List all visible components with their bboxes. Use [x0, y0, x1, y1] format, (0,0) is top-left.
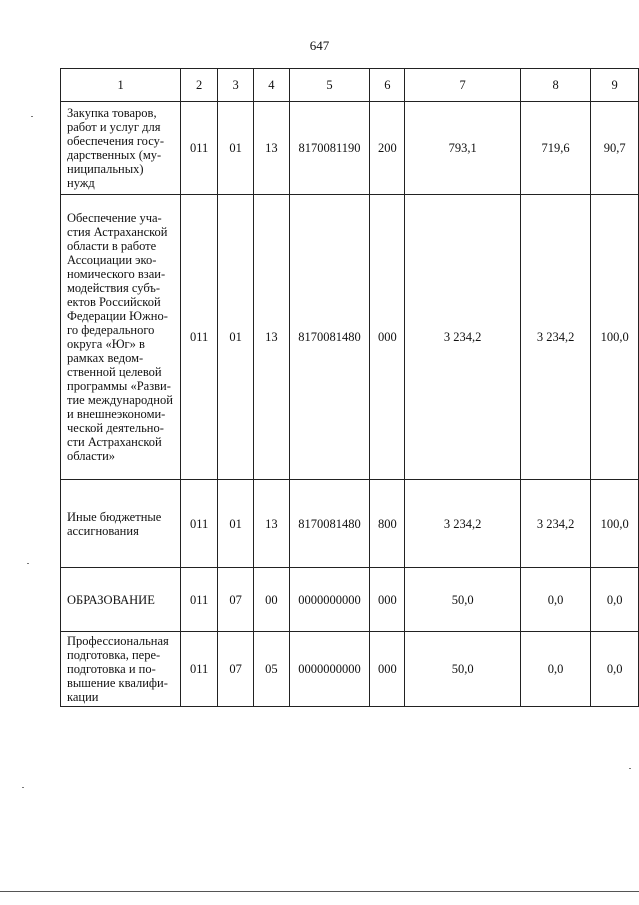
row-name-line: тие международной: [67, 393, 173, 407]
budget-table: [60, 68, 639, 707]
row-name-line: сти Астраханской: [67, 435, 162, 449]
table-cell-col9: 100,0: [591, 195, 639, 480]
row-name-line: модействия субъ-: [67, 281, 161, 295]
table-cell-col4: 05: [254, 632, 289, 707]
table-cell-col3: 07: [218, 568, 254, 632]
row-name-line: рамках ведом-: [67, 351, 144, 365]
row-name-line: стия Астраханской: [67, 225, 168, 239]
scan-speck: [27, 563, 29, 564]
table-cell-col2: 011: [181, 632, 218, 707]
row-name-line: программы «Разви-: [67, 379, 171, 393]
column-header: 8: [520, 69, 590, 102]
row-name-line: Ассоциации эко-: [67, 253, 157, 267]
table-cell-col5: 8170081190: [289, 102, 370, 195]
row-name-line: Федерации Южно-: [67, 309, 168, 323]
row-name-line: Иные бюджетные: [67, 509, 162, 524]
table-cell-col8: 0,0: [520, 568, 590, 632]
table-cell-col4: 00: [254, 568, 289, 632]
column-header: 2: [181, 69, 218, 102]
column-header: 6: [370, 69, 405, 102]
row-name-line: дарственных (му-: [67, 148, 162, 162]
column-header: 9: [591, 69, 639, 102]
row-name-line: и внешнеэкономи-: [67, 407, 166, 421]
row-name-line: работ и услуг для: [67, 120, 161, 134]
row-name-line: Закупка товаров,: [67, 106, 157, 120]
table-cell-col9: 0,0: [591, 568, 639, 632]
row-name-cell: [61, 568, 181, 632]
row-name-line: ниципальных): [67, 162, 144, 176]
row-name-line: вышение квалифи-: [67, 676, 168, 690]
row-name-line: ственной целевой: [67, 365, 162, 379]
table-header-row: [61, 69, 639, 102]
table-cell-col2: 011: [181, 568, 218, 632]
row-name-line: ассигнования: [67, 523, 139, 538]
row-name-line: кации: [67, 690, 99, 704]
row-name-cell: [61, 480, 181, 568]
row-name-line: Обеспечение уча-: [67, 211, 162, 225]
row-name-cell: [61, 102, 181, 195]
column-header: 3: [218, 69, 254, 102]
table-row: [61, 195, 639, 480]
table-cell-col3: 01: [218, 195, 254, 480]
column-header: 1: [61, 69, 181, 102]
table-cell-col9: 100,0: [591, 480, 639, 568]
row-name-cell: [61, 195, 181, 480]
column-header: 7: [405, 69, 521, 102]
table-cell-col4: 13: [254, 480, 289, 568]
table-cell-col8: 0,0: [520, 632, 590, 707]
table-cell-col6: 800: [370, 480, 405, 568]
table-row: [61, 102, 639, 195]
table-row: [61, 480, 639, 568]
table-cell-col4: 13: [254, 102, 289, 195]
table-cell-col3: 01: [218, 102, 254, 195]
table-cell-col8: 3 234,2: [520, 195, 590, 480]
table-cell-col5: 0000000000: [289, 632, 370, 707]
table-cell-col8: 3 234,2: [520, 480, 590, 568]
table-cell-col2: 011: [181, 480, 218, 568]
row-name-line: нужд: [67, 176, 95, 190]
scan-speck: [629, 768, 631, 769]
table-cell-col5: 0000000000: [289, 568, 370, 632]
table-cell-col7: 793,1: [405, 102, 521, 195]
page-number: 647: [309, 38, 330, 53]
table-cell-col3: 01: [218, 480, 254, 568]
row-name-cell: [61, 632, 181, 707]
table-row: [61, 632, 639, 707]
scan-speck: [22, 787, 24, 788]
table-cell-col3: 07: [218, 632, 254, 707]
row-name-line: обеспечения госу-: [67, 134, 165, 148]
column-header: 5: [289, 69, 370, 102]
row-name-line: ектов Российской: [67, 295, 161, 309]
row-name-line: округа «Юг» в: [67, 337, 145, 351]
table-cell-col9: 90,7: [591, 102, 639, 195]
table-cell-col7: 50,0: [405, 568, 521, 632]
table-cell-col4: 13: [254, 195, 289, 480]
page-bottom-rule: [0, 891, 639, 892]
table-cell-col7: 3 234,2: [405, 195, 521, 480]
table-cell-col6: 000: [370, 195, 405, 480]
table-cell-col6: 200: [370, 102, 405, 195]
row-name-line: номического взаи-: [67, 267, 166, 281]
column-header: 4: [254, 69, 289, 102]
table-cell-col9: 0,0: [591, 632, 639, 707]
table-cell-col2: 011: [181, 195, 218, 480]
row-name-line: области»: [67, 449, 116, 463]
row-name-line: подготовка, пере-: [67, 648, 161, 662]
table-cell-col6: 000: [370, 568, 405, 632]
row-name-line: ческой деятельно-: [67, 421, 164, 435]
table-cell-col5: 8170081480: [289, 480, 370, 568]
row-name-line: подготовка и по-: [67, 662, 156, 676]
table-cell-col7: 50,0: [405, 632, 521, 707]
table-cell-col8: 719,6: [520, 102, 590, 195]
row-name-line: ОБРАЗОВАНИЕ: [67, 592, 155, 607]
row-name-line: Профессиональная: [67, 634, 169, 648]
scan-speck: [31, 116, 33, 117]
table-cell-col2: 011: [181, 102, 218, 195]
row-name-line: го федерального: [67, 323, 155, 337]
table-cell-col7: 3 234,2: [405, 480, 521, 568]
row-name-line: области в работе: [67, 239, 157, 253]
table-row: [61, 568, 639, 632]
table-cell-col6: 000: [370, 632, 405, 707]
table-cell-col5: 8170081480: [289, 195, 370, 480]
